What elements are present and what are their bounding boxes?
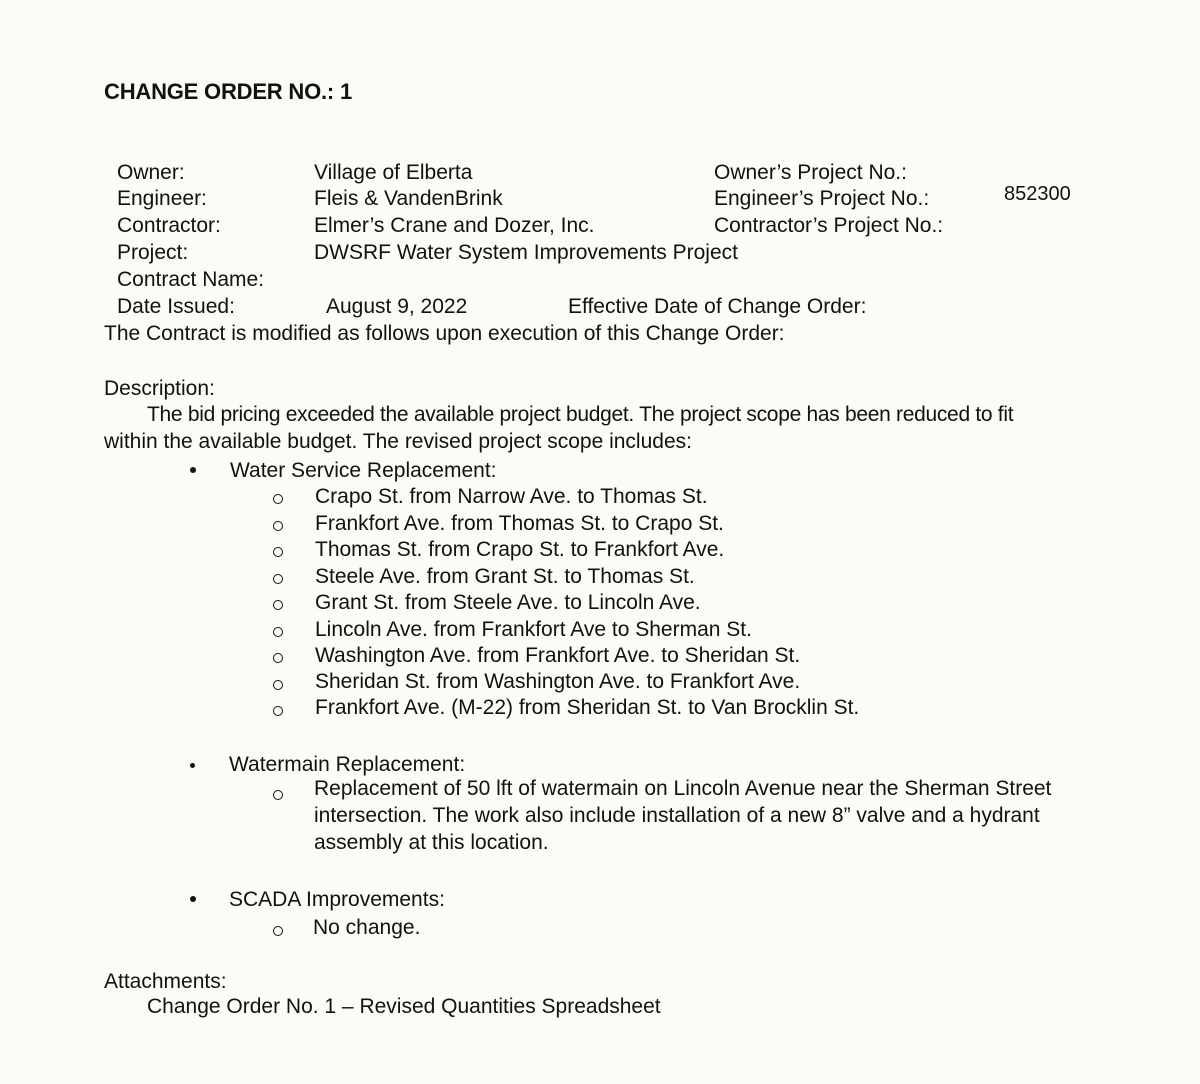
bullet-circle	[273, 706, 283, 716]
contract-name-label: Contract Name:	[117, 268, 265, 291]
scope-item: Sheridan St. from Washington Ave. to Frankfort Ave.	[315, 670, 801, 693]
date-issued-label: Date Issued:	[117, 295, 235, 318]
description-line-2: within the available budget. The revised project scope includes:	[104, 430, 692, 453]
document-title: CHANGE ORDER NO.: 1	[104, 79, 352, 104]
engineer-value: Fleis & VandenBrink	[314, 187, 503, 210]
bullet-dot	[190, 763, 195, 768]
effective-date-label: Effective Date of Change Order:	[568, 295, 867, 318]
owners-project-no-label: Owner’s Project No.:	[714, 161, 907, 184]
description-label: Description:	[104, 377, 215, 400]
bullet-circle	[273, 653, 283, 663]
contractor-label: Contractor:	[117, 214, 221, 237]
scope-item: Replacement of 50 lft of watermain on Lincoln Avenue near the Sherman Street	[314, 777, 1052, 800]
bullet-circle	[273, 600, 283, 610]
scope-item: No change.	[313, 916, 421, 939]
bullet-dot	[190, 896, 196, 902]
scope-item: Frankfort Ave. (M-22) from Sheridan St. to Van Brocklin St.	[315, 696, 860, 719]
bullet-circle	[273, 521, 283, 531]
engineer-label: Engineer:	[117, 187, 207, 210]
scope-heading-watermain: Watermain Replacement:	[229, 753, 466, 776]
bullet-circle	[273, 494, 283, 504]
description-line-1: The bid pricing exceeded the available project budget. The project scope has been reduced to fit	[147, 403, 1014, 426]
modified-statement: The Contract is modified as follows upon execution of this Change Order:	[104, 322, 785, 345]
project-value: DWSRF Water System Improvements Project	[314, 241, 738, 264]
scope-item: Frankfort Ave. from Thomas St. to Crapo St.	[315, 512, 724, 535]
contractors-project-no-label: Contractor’s Project No.:	[714, 214, 944, 237]
scope-item: Lincoln Ave. from Frankfort Ave to Sherman St.	[315, 618, 752, 641]
scope-item-continued: assembly at this location.	[314, 831, 549, 854]
scope-item: Thomas St. from Crapo St. to Frankfort Ave.	[315, 538, 725, 561]
bullet-circle	[273, 680, 283, 690]
date-issued-value: August 9, 2022	[326, 295, 468, 318]
contractor-value: Elmer’s Crane and Dozer, Inc.	[314, 214, 595, 237]
bullet-circle	[273, 790, 283, 800]
scope-item: Grant St. from Steele Ave. to Lincoln Ave.	[315, 591, 701, 614]
bullet-circle	[273, 627, 283, 637]
bullet-circle	[273, 926, 283, 936]
attachment-item: Change Order No. 1 – Revised Quantities Spreadsheet	[147, 995, 661, 1018]
scope-item-continued: intersection. The work also include installation of a new 8” valve and a hydrant	[314, 804, 1040, 827]
engineers-project-no-label: Engineer’s Project No.:	[714, 187, 930, 210]
attachments-label: Attachments:	[104, 970, 227, 993]
scope-item: Crapo St. from Narrow Ave. to Thomas St.	[315, 485, 708, 508]
bullet-circle	[273, 547, 283, 557]
bullet-dot	[190, 467, 196, 473]
scope-heading-water-service: Water Service Replacement:	[230, 459, 497, 482]
scope-item: Steele Ave. from Grant St. to Thomas St.	[315, 565, 695, 588]
engineers-project-no-value: 852300	[1004, 183, 1071, 205]
owner-label: Owner:	[117, 161, 185, 184]
bullet-circle	[273, 574, 283, 584]
scope-item: Washington Ave. from Frankfort Ave. to Sheridan St.	[315, 644, 801, 667]
scope-heading-scada: SCADA Improvements:	[229, 888, 445, 911]
project-label: Project:	[117, 241, 189, 264]
owner-value: Village of Elberta	[314, 161, 473, 184]
